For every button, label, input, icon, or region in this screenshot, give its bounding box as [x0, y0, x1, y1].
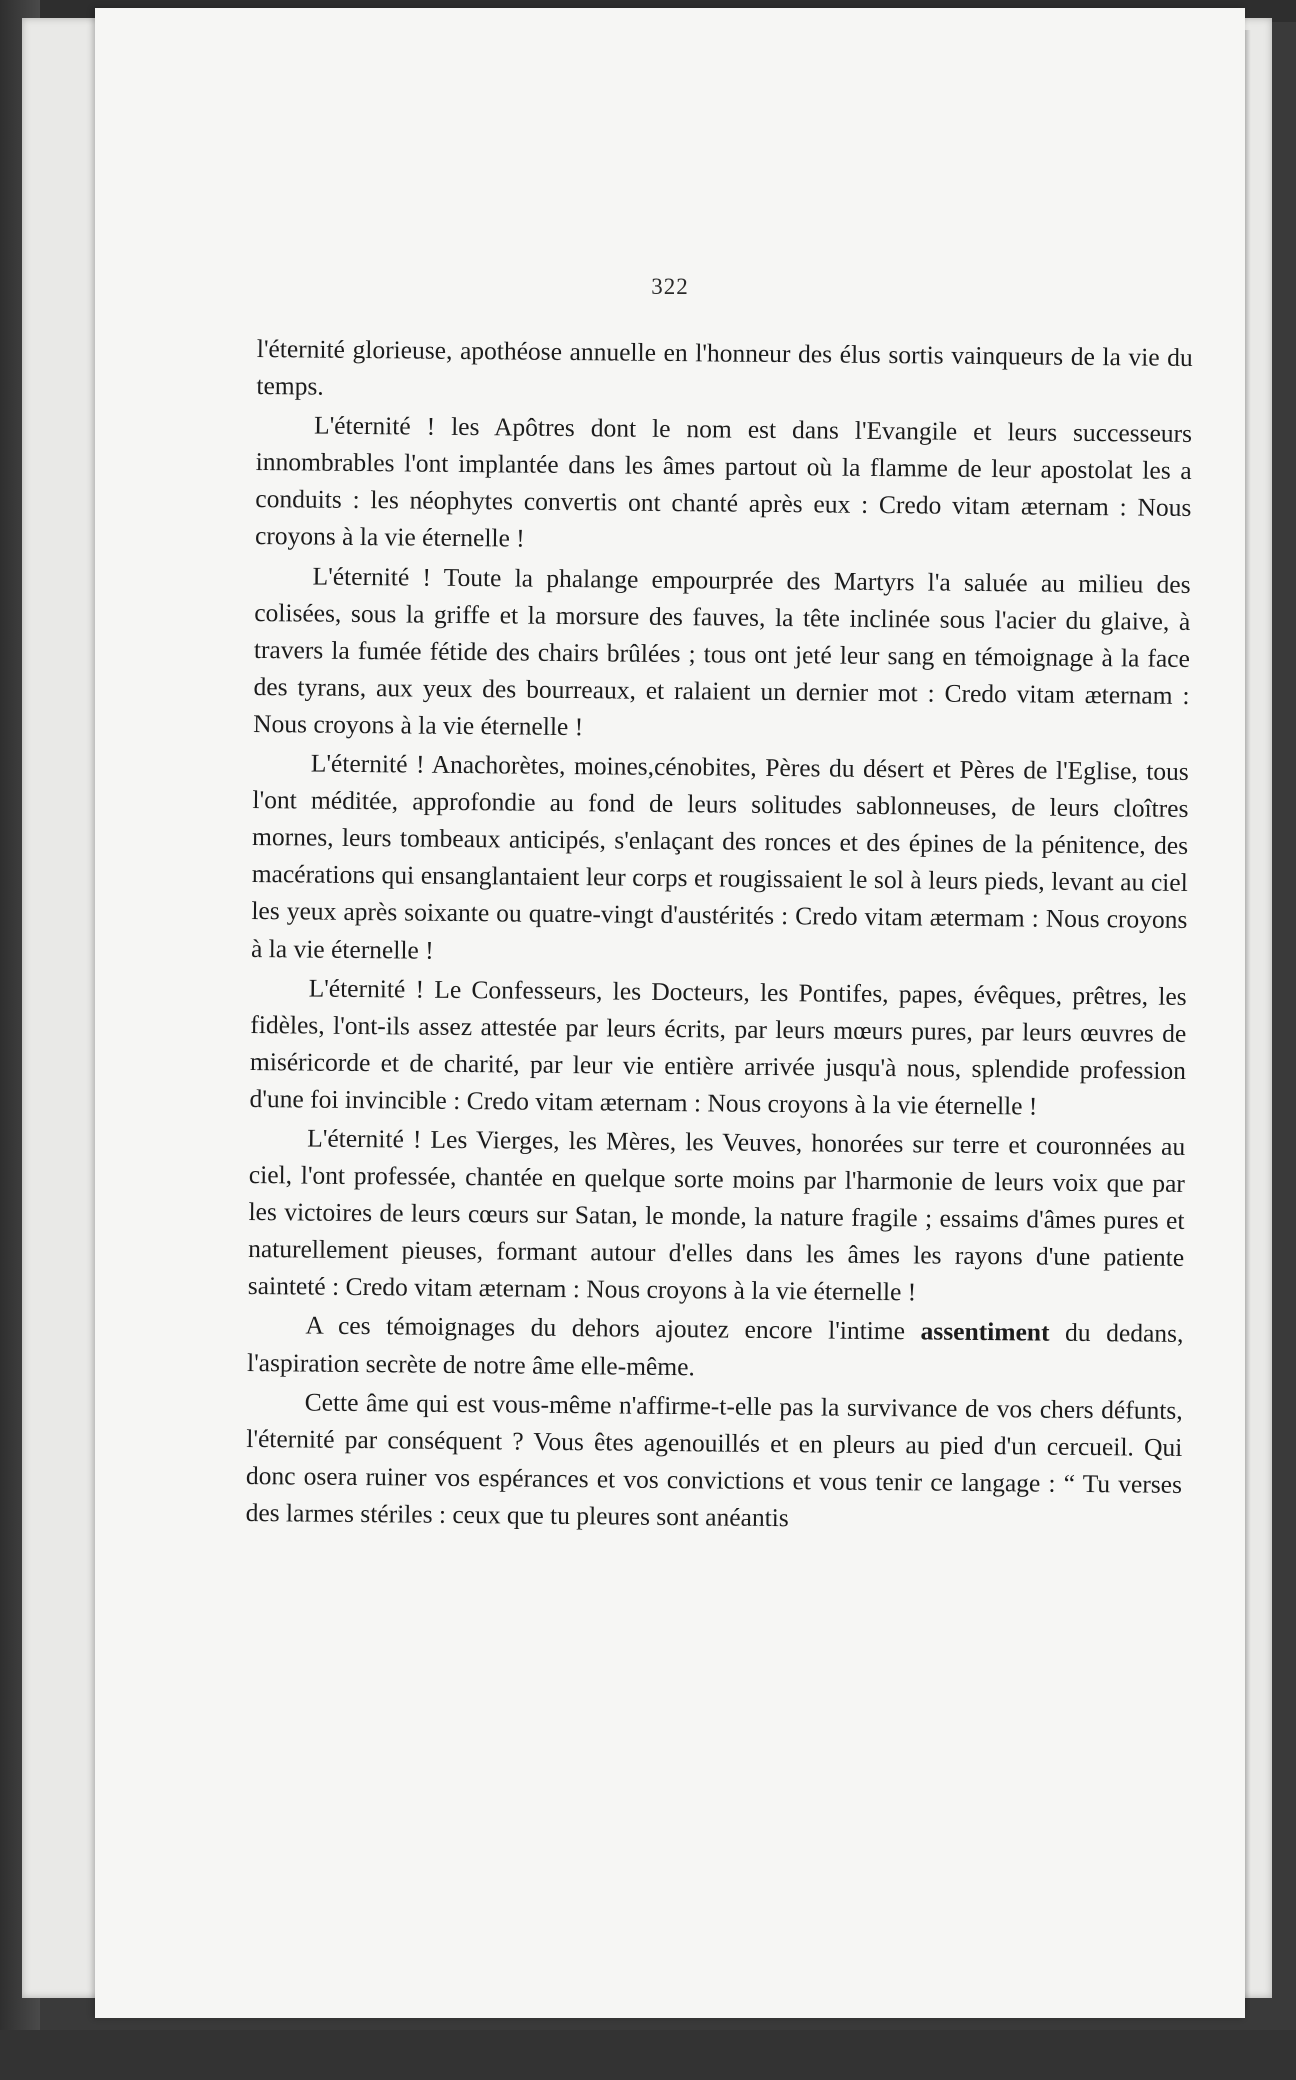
paragraph-2-apotres: L'éternité ! les Apôtres dont le nom est dans l'Evangile et leurs successeurs innombrables l'ont implantée dans les âmes partout où la flamme de leur apostolat les a conduits : les néophytes convertis ont chanté après eux : Credo vitam æternam : Nous croyons à la vie éternelle ! — [254, 410, 1193, 554]
paragraph-7-bold-word: assentiment — [920, 1316, 1050, 1348]
paragraph-4-anachoretes: L'éternité ! Anachorètes, moines,cénobites, Pères du désert et Pères de l'Eglise, tous l'ont méditée, approfondie au fond de leurs solitudes sablonneuses, de leurs cloîtres mornes, leurs tombeaux anticipés, s'enlaçant des ronces et des épines de la pénitence, des macérations qui ensanglantaient leur corps et rougissaient le sol à leurs pieds, levant au ciel les yeux après soixante ou quatre-vingt d'austérités : Credo vitam ætermam : Nous croyons à la vie éternelle ! — [250, 748, 1189, 965]
page-number: 322 — [651, 274, 689, 299]
page-edge-shadow — [1245, 30, 1251, 2010]
paragraph-6-vierges: L'éternité ! Les Vierges, les Mères, les Veuves, honorées sur terre et couronnées au ciel, l'ont professée, chantée en quelque sorte moins par l'harmonie de leurs voix que par les victoires de leurs cœurs sur Satan, le monde, la nature fragile ; essaims d'âmes pures et naturellement pieuses, formant autour d'elles dans les âmes les rayons d'une patiente sainteté : Credo vitam æternam : Nous croyons à la vie éternelle ! — [247, 1123, 1186, 1307]
scan-border-bottom — [0, 2030, 1296, 2080]
book-page — [95, 8, 1245, 2018]
paragraph-7-temoignages — [247, 1306, 1184, 1389]
paragraph-3-martyrs: L'éternité ! Toute la phalange empourprée des Martyrs l'a saluée au milieu des colisées, sous la griffe et la morsure des fauves, la tête inclinée sous l'acier du glaive, à travers la fumée fétide des chairs brûlées ; tous ont jeté leur sang en témoignage à la face des tyrans, aux yeux des bourreaux, et ralaient un dernier mot : Credo vitam æternam : Nous croyons à la vie éternelle ! — [253, 561, 1191, 742]
paragraph-1: l'éternité glorieuse, apothéose annuelle en l'honneur des élus sortis vainqueurs de la vie du temps. — [256, 333, 1193, 401]
paragraph-5-confesseurs: L'éternité ! Le Confesseurs, les Docteurs, les Pontifes, papes, évêques, prêtres, les fidèles, l'ont-ils assez attestée par leurs écrits, par leurs mœurs pures, par leurs œuvres de miséricorde et de charité, par leur vie entière arrivée jusqu'à nous, splendide profession d'une foi invincible : Credo vitam æternam : Nous croyons à la vie éternelle ! — [249, 973, 1187, 1121]
paragraph-8-ame: Cette âme qui est vous-même n'affirme-t-elle pas la survivance de vos chers défunts, l'éternité par conséquent ? Vous êtes agenouillés et en pleurs au pied d'un cercueil. Qui donc osera ruiner vos espérances et vos convictions et vous tenir ce langage : “ Tu verses des larmes stériles : ceux que tu pleures sont anéantis — [245, 1387, 1183, 1533]
paragraph-7-text-before: A ces témoignages du dehors ajoutez encore l'intime — [305, 1310, 921, 1346]
page-body-text — [245, 330, 1192, 1540]
paragraph-7-text-after: du dedans, l'aspiration secrète de notre âme elle-même. — [246, 1318, 1184, 1381]
